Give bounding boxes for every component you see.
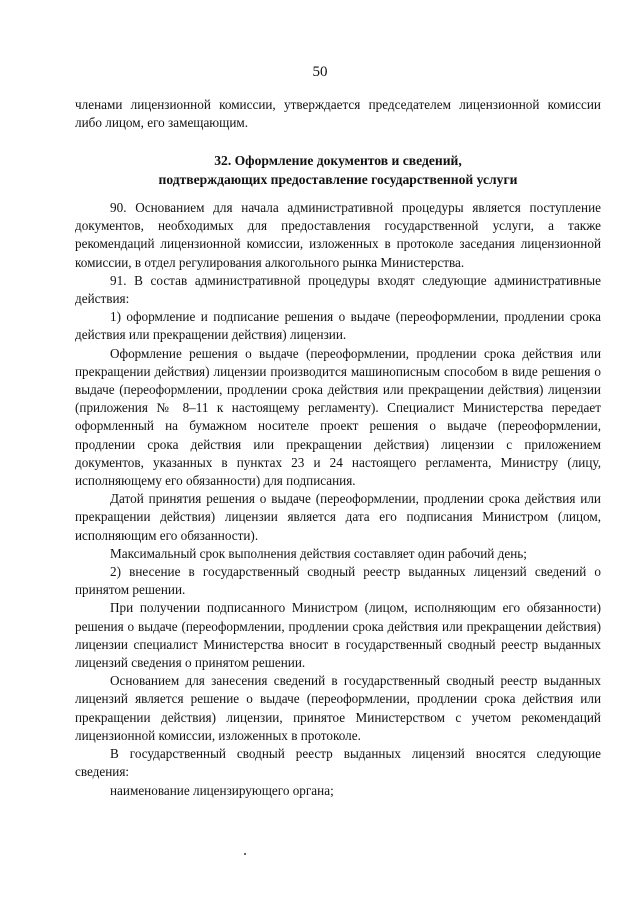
- paragraph-registry-info: В государственный сводный реестр выданных лицензий вносятся следующие сведения:: [75, 746, 601, 780]
- section-title: [75, 152, 601, 189]
- paragraph-max-term: Максимальный срок выполнения действия составляет один рабочий день;: [110, 545, 527, 561]
- paragraph-90: 90. Основанием для начала административной процедуры является поступление документов, необходимых для предоставления государственной услуги, а также рекомендаций лицензионной комиссии, изложенных в протоколе заседания лицензионной комиссии, в отдел регулирования алкогольного рынка Министерства.: [75, 200, 601, 270]
- page-number: 50: [312, 64, 328, 80]
- paragraph-91: 91. В состав административной процедуры входят следующие административные действия:: [75, 272, 601, 307]
- paragraph-registry-entry: При получении подписанного Министром (лицом, исполняющим его обязанности) решения о выдаче (переоформлении, продлении срока действия или прекращении действия) лицензии специалист Министерства вносит в государственный сводный реестр выданных лицензий сведения о принятом решении.: [75, 600, 601, 671]
- intro-paragraph: членами лицензионной комиссии, утверждается председателем лицензионной комиссии либо лицом, его замещающим.: [75, 97, 601, 131]
- scan-speck: [244, 853, 246, 855]
- list-item-1: 1) оформление и подписание решения о выдаче (переоформлении, продлении срока действия или прекращении действия) лицензии.: [75, 309, 601, 343]
- intro-block: [75, 96, 601, 132]
- main-text: [75, 199, 601, 800]
- paragraph-registry-basis: Основанием для занесения сведений в государственный сводный реестр выданных лицензий является решение о выдаче (переоформлении, продлении срока действия или прекращении действия) лицензии, принятое Министерством с учетом рекомендаций лицензионной комиссии, изложенных в протоколе.: [75, 673, 601, 743]
- paragraph-authority-name: наименование лицензирующего органа;: [110, 782, 334, 798]
- list-item-2: 2) внесение в государственный сводный реестр выданных лицензий сведений о принятом решении.: [75, 564, 601, 598]
- section-title-line1: 32. Оформление документов и сведений,: [214, 153, 462, 168]
- section-title-line2: подтверждающих предоставление государственной услуги: [158, 171, 518, 187]
- paragraph-decision-date: Датой принятия решения о выдаче (переоформлении, продлении срока действия или прекращении действия) лицензии является дата его подписания Министром (лицом, исполняющим его обязанности).: [75, 491, 601, 543]
- paragraph-formatting: Оформление решения о выдаче (переоформлении, продлении срока действия или прекращении действия) лицензии производится машинописным способом в виде решения о выдаче (переоформлении, продлении срока действия или прекращении действия) лицензии (приложения № 8–11 к настоящему регламенту). Специалист Министерства передает оформленный на бумажном носителе проект решения о выдаче (переоформлении, продлении срока действия или прекращении действия) лицензии с приложением документов, указанных в пунктах 23 и 24 настоящего регламента, Министру (лицу, исполняющему его обязанности) для подписания.: [75, 345, 601, 489]
